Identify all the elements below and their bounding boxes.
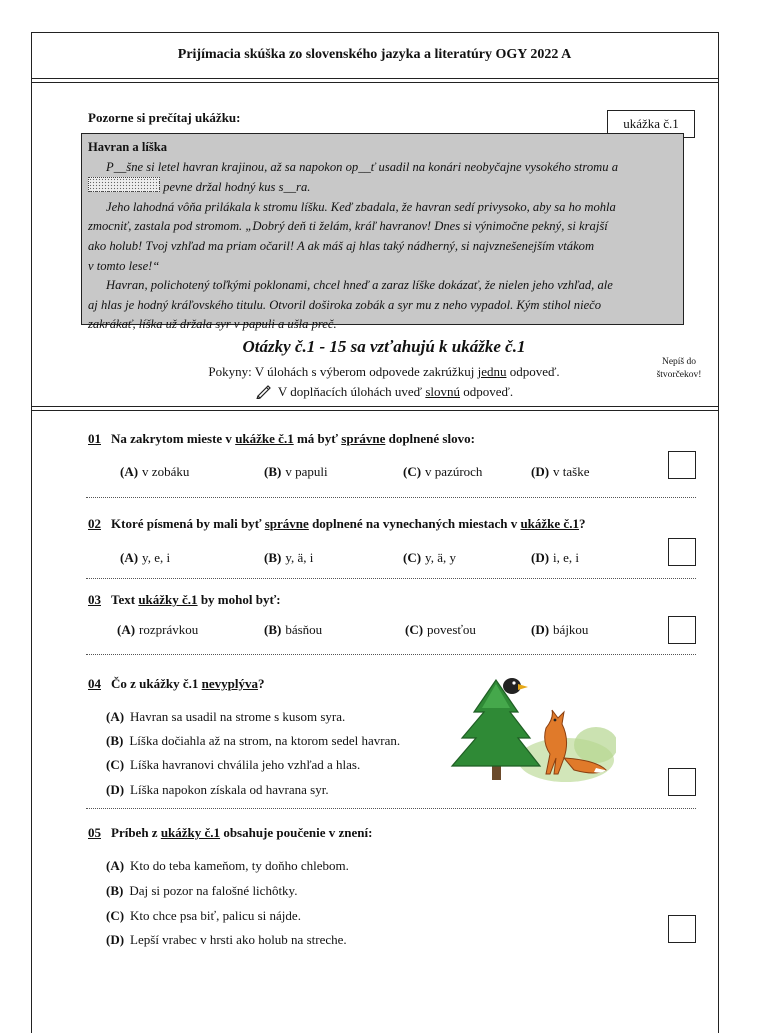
- excerpt-line: ako holub! Tvoj vzhľad ma priam očaril! A ak máš aj hlas taký nádherný, si najvznešenejším vtákom: [88, 238, 595, 253]
- option-c[interactable]: (C) y, ä, y: [403, 550, 456, 565]
- excerpt-line: Jeho lahodná vôňa prilákala k stromu líšku. Keď zbadala, že havran sedí privysoko, aby sa ho mohla: [106, 199, 616, 214]
- excerpt-line: aj hlas je hodný kráľovského titulu. Otvoril doširoka zobák a syr mu z neho vypadol. Kým stihol niečo: [88, 297, 602, 312]
- excerpt-line: P__šne si letel havran krajinou, až sa napokon op__ť usadil na konári neobyčajne vysokého stromu a: [106, 159, 618, 174]
- option-d[interactable]: (D) i, e, i: [531, 550, 580, 565]
- excerpt-box: [81, 133, 684, 332]
- hidden-word-box: [88, 177, 160, 192]
- excerpt-line: zakrákať, líška už držala syr v papuli a ušla preč.: [88, 317, 337, 332]
- excerpt-line: zmocniť, zastala pod stromom. „Dobrý deň ti želám, kráľ havranov! Dnes si výnimočne pekný, si krajší: [88, 219, 608, 234]
- option-d[interactable]: (D) Lepší vrabec v hrsti ako holub na streche.: [106, 932, 347, 947]
- option-b[interactable]: (B) v papuli: [264, 464, 328, 479]
- questions-title: Otázky č.1 - 15 sa vzťahujú k ukážke č.1: [242, 337, 526, 356]
- answer-box-05[interactable]: [668, 915, 696, 943]
- question-01: 01 Na zakrytom mieste v ukážke č.1 má byť správne doplnené slovo:: [88, 431, 475, 446]
- divider: [31, 406, 718, 411]
- question-05: 05 Príbeh z ukážky č.1 obsahuje poučenie v znení:: [88, 825, 373, 840]
- option-a[interactable]: (A) Kto do teba kameňom, ty doňho chlebom.: [106, 858, 349, 873]
- instructions-line-2: V doplňacích úlohách uveď slovnú odpoveď.: [0, 383, 768, 403]
- option-c[interactable]: (C) Líška havranovi chválila jeho vzhľad a hlas.: [106, 757, 361, 772]
- dotted-divider: [86, 578, 696, 579]
- option-b[interactable]: (B) y, ä, i: [264, 550, 314, 565]
- option-a[interactable]: (A) v zobáku: [120, 464, 190, 479]
- instructions-line-1: Pokyny: V úlohách s výberom odpovede zakrúžkuj jednu odpoveď.: [208, 364, 560, 379]
- option-b[interactable]: (B) Líška dočiahla až na strom, na ktorom sedel havran.: [106, 733, 401, 748]
- answer-box-04[interactable]: [668, 768, 696, 796]
- option-a[interactable]: (A) y, e, i: [120, 550, 171, 565]
- divider: [31, 78, 718, 83]
- excerpt-title: Havran a líška: [88, 140, 168, 154]
- option-b[interactable]: (B) básňou: [264, 622, 323, 637]
- fox-crow-tree-illustration: [446, 670, 616, 790]
- option-c[interactable]: (C) povesťou: [405, 622, 476, 637]
- option-c[interactable]: (C) Kto chce psa biť, palicu si nájde.: [106, 908, 301, 923]
- excerpt-tag: ukážka č.1: [607, 110, 695, 138]
- option-c[interactable]: (C) v pazúroch: [403, 464, 483, 479]
- answer-box-01[interactable]: [668, 451, 696, 479]
- question-04: 04 Čo z ukážky č.1 nevyplýva?: [88, 676, 265, 691]
- excerpt-line: v tomto lese!“: [88, 258, 160, 273]
- option-b[interactable]: (B) Daj si pozor na falošné lichôtky.: [106, 883, 298, 898]
- answer-box-note: Nepíš do štvorčekov!: [656, 357, 702, 380]
- pencil-icon: [255, 383, 273, 403]
- page-title: Prijímacia skúška zo slovenského jazyka a literatúry OGY 2022 A: [177, 47, 572, 62]
- question-02: 02 Ktoré písmená by mali byť správne doplnené na vynechaných miestach v ukážke č.1?: [88, 516, 586, 531]
- option-d[interactable]: (D) bájkou: [531, 622, 589, 637]
- excerpt-instruction: Pozorne si prečítaj ukážku:: [88, 110, 241, 125]
- question-03: 03 Text ukážky č.1 by mohol byť:: [88, 592, 281, 607]
- answer-box-03[interactable]: [668, 616, 696, 644]
- option-a[interactable]: (A) Havran sa usadil na strome s kusom syra.: [106, 709, 346, 724]
- option-a[interactable]: (A) rozprávkou: [117, 622, 199, 637]
- option-d[interactable]: (D) v taške: [531, 464, 590, 479]
- answer-box-02[interactable]: [668, 538, 696, 566]
- excerpt-line: Havran, polichotený toľkými poklonami, chcel hneď a zaraz líške dokázať, že nielen jeho vzhľad, ale: [106, 278, 613, 293]
- dotted-divider: [86, 497, 696, 498]
- option-d[interactable]: (D) Líška napokon získala od havrana syr.: [106, 782, 329, 797]
- excerpt-line: pevne držal hodný kus s__ra.: [88, 177, 683, 198]
- dotted-divider: [86, 808, 696, 809]
- dotted-divider: [86, 654, 696, 655]
